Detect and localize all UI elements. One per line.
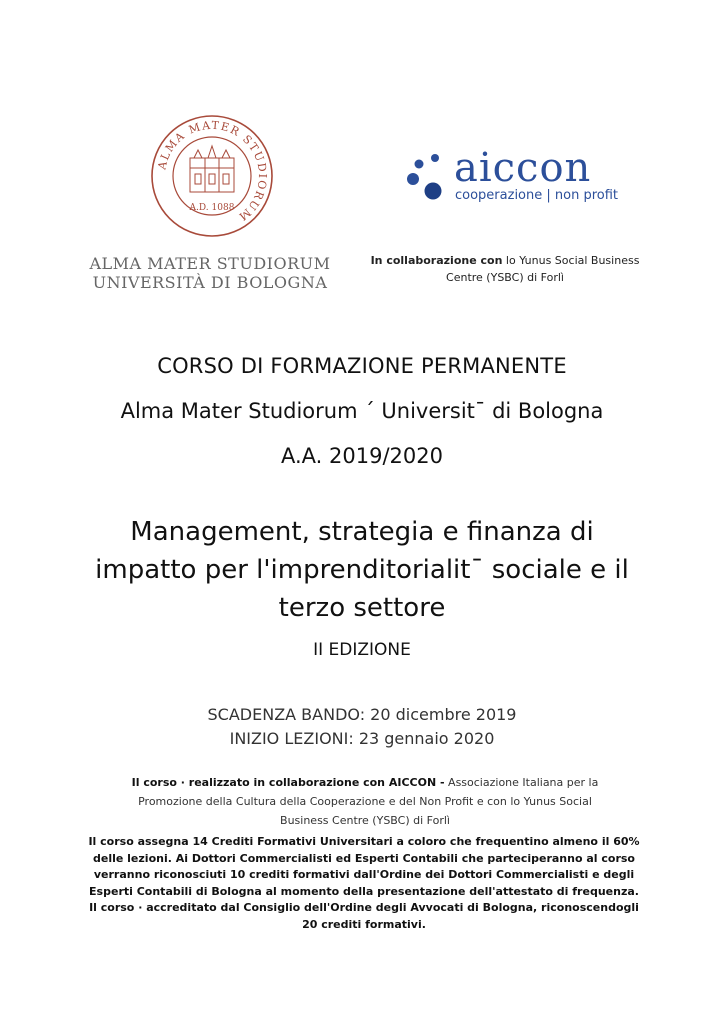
collaboration-paragraph-line2: Promozione della Cultura della Cooperazione e del Non Profit e con lo Yunus Social <box>138 795 592 808</box>
aiccon-wordmark: aiccon <box>454 145 592 191</box>
course-title <box>50 513 674 627</box>
collaboration-paragraph <box>85 773 645 830</box>
aiccon-dots-logo <box>405 152 447 202</box>
university-name-line1: ALMA MATER STUDIORUM <box>89 254 331 273</box>
course-title-line3: terzo settore <box>278 593 446 623</box>
edition-label: II EDIZIONE <box>313 640 411 660</box>
academic-year: A.A. 2019/2020 <box>281 444 443 468</box>
course-type-heading: CORSO DI FORMAZIONE PERMANENTE <box>157 354 567 378</box>
svg-text:A.D. 1088: A.D. 1088 <box>189 203 235 213</box>
collaboration-partner-line2: Centre (YSBC) di Forlì <box>446 271 564 284</box>
collaboration-partner: lo Yunus Social Business <box>505 254 640 267</box>
university-seal-logo <box>150 114 274 238</box>
credits-line: Il corso · accreditato dal Consiglio dell'Ordine degli Avvocati di Bologna, riconoscendogli <box>89 901 639 914</box>
credits-line: Il corso assegna 14 Crediti Formativi Universitari a coloro che frequentino almeno il 60% <box>88 835 640 848</box>
aiccon-tagline: cooperazione | non profit <box>455 188 619 203</box>
university-name-line2: UNIVERSITÀ DI BOLOGNA <box>92 273 328 292</box>
collaboration-note <box>340 252 670 286</box>
credits-paragraph <box>62 834 666 933</box>
svg-text:ALMA MATER STUDIORUM: ALMA MATER STUDIORUM <box>155 118 270 224</box>
credits-line: Esperti Contabili di Bologna al momento della presentazione dell'attestato di frequenza. <box>89 884 639 898</box>
collaboration-lead: In collaborazione con <box>370 254 503 267</box>
course-title-line1: Management, strategia e finanza di <box>130 517 594 547</box>
collaboration-paragraph-rest: Associazione Italiana per la <box>448 776 599 789</box>
credits-line: verranno riconosciuti 10 crediti formativi dall'Ordine dei Dottori Commercialisti e degli <box>93 868 635 881</box>
course-title-line2: impatto per l'imprenditorialit¯ sociale e il <box>95 555 629 585</box>
lessons-start: INIZIO LEZIONI: 23 gennaio 2020 <box>229 729 495 748</box>
credits-line: delle lezioni. Ai Dottori Commercialisti ed Esperti Contabili che parteciperanno al corso <box>93 851 635 865</box>
credits-line: 20 crediti formativi. <box>302 917 426 931</box>
collaboration-paragraph-bold: Il corso · realizzato in collaborazione con AICCON - <box>131 776 445 789</box>
collaboration-paragraph-line3: Business Centre (YSBC) di Forlì <box>280 814 450 827</box>
institution-heading: Alma Mater Studiorum ´ Universit¯ di Bologna <box>120 399 604 423</box>
application-deadline: SCADENZA BANDO: 20 dicembre 2019 <box>207 705 517 724</box>
